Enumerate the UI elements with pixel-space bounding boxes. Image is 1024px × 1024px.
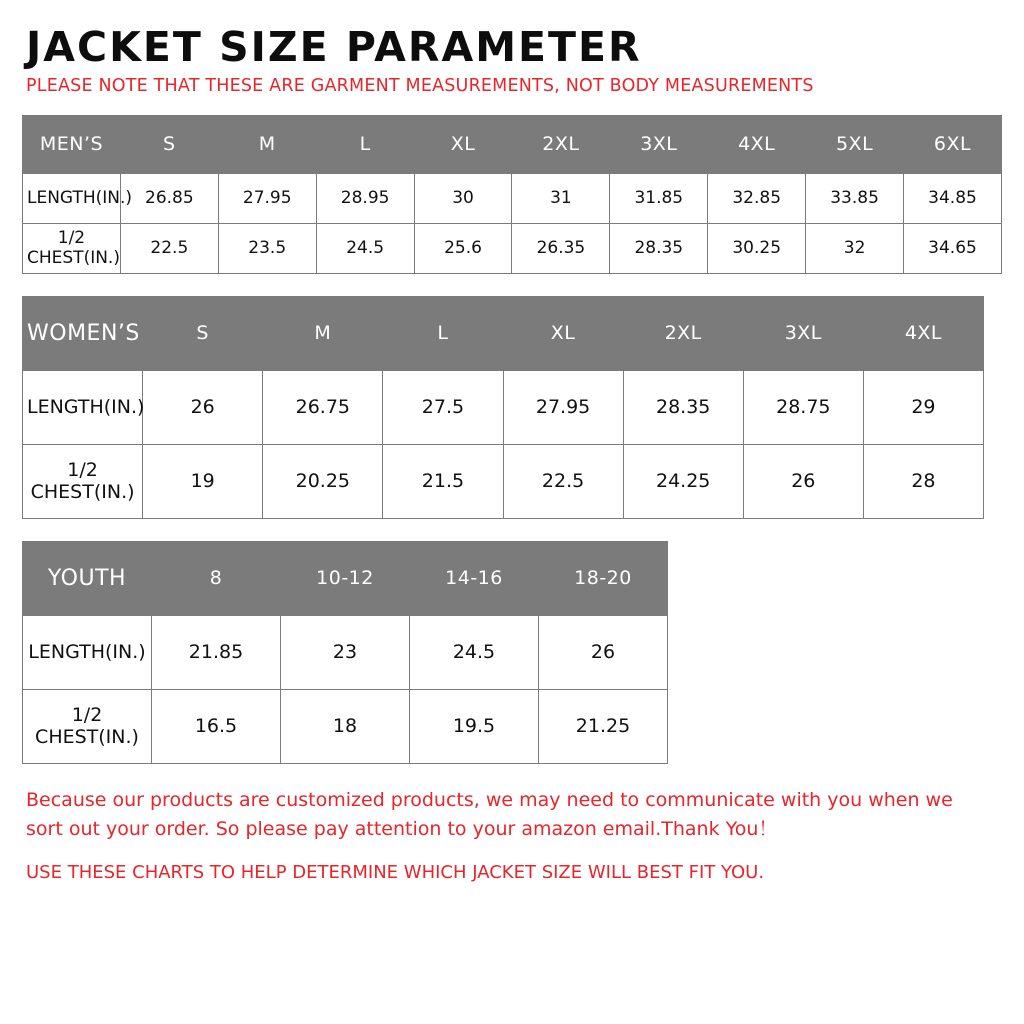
table-cell: 18 [281, 689, 410, 763]
footer-paragraph: Because our products are customized products, we may need to communicate with you when we sort out your order. So please pay attention to your amazon email.Thank You！ [26, 788, 953, 841]
table-header-row [23, 541, 668, 615]
size-header: L [316, 115, 414, 173]
table-row [23, 689, 668, 763]
table-cell: 22.5 [120, 223, 218, 273]
table-cell: 21.85 [152, 615, 281, 689]
table-cell: 21.5 [383, 444, 503, 518]
table-cell: 26.85 [120, 173, 218, 223]
table-cell: 24.25 [623, 444, 743, 518]
table-cell: 23 [281, 615, 410, 689]
size-header: M [263, 296, 383, 370]
table-cell: 22.5 [503, 444, 623, 518]
womens-size-table [22, 296, 984, 519]
table-cell: 28.35 [623, 370, 743, 444]
row-label: LENGTH(IN.) [23, 173, 121, 223]
table-cell: 30.25 [708, 223, 806, 273]
table-header-row [23, 296, 984, 370]
table-cell: 19 [143, 444, 263, 518]
table-cell: 24.5 [410, 615, 539, 689]
size-header: 4XL [863, 296, 983, 370]
size-header: XL [503, 296, 623, 370]
table-cell: 28.35 [610, 223, 708, 273]
table-cell: 26 [743, 444, 863, 518]
size-header: XL [414, 115, 512, 173]
table-cell: 33.85 [806, 173, 904, 223]
table-cell: 27.95 [503, 370, 623, 444]
table-cell: 26.75 [263, 370, 383, 444]
footer-note: USE THESE CHARTS TO HELP DETERMINE WHICH JACKET SIZE WILL BEST FIT YOU. [26, 861, 765, 883]
size-header: 3XL [610, 115, 708, 173]
table-cell: 28.75 [743, 370, 863, 444]
table-cell: 32.85 [708, 173, 806, 223]
table-row [23, 444, 984, 518]
table-cell: 24.5 [316, 223, 414, 273]
size-header: L [383, 296, 503, 370]
table-cell: 34.85 [904, 173, 1002, 223]
table-cell: 29 [863, 370, 983, 444]
size-header: 18-20 [539, 541, 668, 615]
table-cell: 25.6 [414, 223, 512, 273]
category-label: MEN’S [23, 115, 121, 173]
table-cell: 31.85 [610, 173, 708, 223]
size-header: 8 [152, 541, 281, 615]
category-label: WOMEN’S [23, 296, 143, 370]
table-cell: 27.95 [218, 173, 316, 223]
category-label: YOUTH [23, 541, 152, 615]
table-cell: 31 [512, 173, 610, 223]
mens-size-table [22, 115, 1002, 274]
size-header: M [218, 115, 316, 173]
size-header: 2XL [623, 296, 743, 370]
row-label: 1/2 CHEST(IN.) [23, 223, 121, 273]
size-header: 3XL [743, 296, 863, 370]
measurement-note: PLEASE NOTE THAT THESE ARE GARMENT MEASUREMENTS, NOT BODY MEASUREMENTS [26, 76, 814, 97]
table-cell: 32 [806, 223, 904, 273]
size-header: 10-12 [281, 541, 410, 615]
table-cell: 19.5 [410, 689, 539, 763]
youth-size-table [22, 541, 668, 764]
table-row [23, 223, 1002, 273]
size-header: 5XL [806, 115, 904, 173]
table-cell: 30 [414, 173, 512, 223]
table-cell: 27.5 [383, 370, 503, 444]
table-cell: 16.5 [152, 689, 281, 763]
row-label: LENGTH(IN.) [23, 370, 143, 444]
row-label: LENGTH(IN.) [23, 615, 152, 689]
size-header: S [120, 115, 218, 173]
page-title: JACKET SIZE PARAMETER [26, 23, 642, 71]
table-cell: 28.95 [316, 173, 414, 223]
row-label: 1/2 CHEST(IN.) [23, 689, 152, 763]
table-cell: 21.25 [539, 689, 668, 763]
table-cell: 26.35 [512, 223, 610, 273]
table-cell: 26 [143, 370, 263, 444]
size-header: 14-16 [410, 541, 539, 615]
table-cell: 23.5 [218, 223, 316, 273]
table-cell: 26 [539, 615, 668, 689]
size-header: S [143, 296, 263, 370]
table-row [23, 370, 984, 444]
size-header: 6XL [904, 115, 1002, 173]
table-row [23, 173, 1002, 223]
table-cell: 34.65 [904, 223, 1002, 273]
row-label: 1/2 CHEST(IN.) [23, 444, 143, 518]
size-header: 2XL [512, 115, 610, 173]
table-row [23, 615, 668, 689]
table-cell: 28 [863, 444, 983, 518]
table-header-row [23, 115, 1002, 173]
size-header: 4XL [708, 115, 806, 173]
table-cell: 20.25 [263, 444, 383, 518]
